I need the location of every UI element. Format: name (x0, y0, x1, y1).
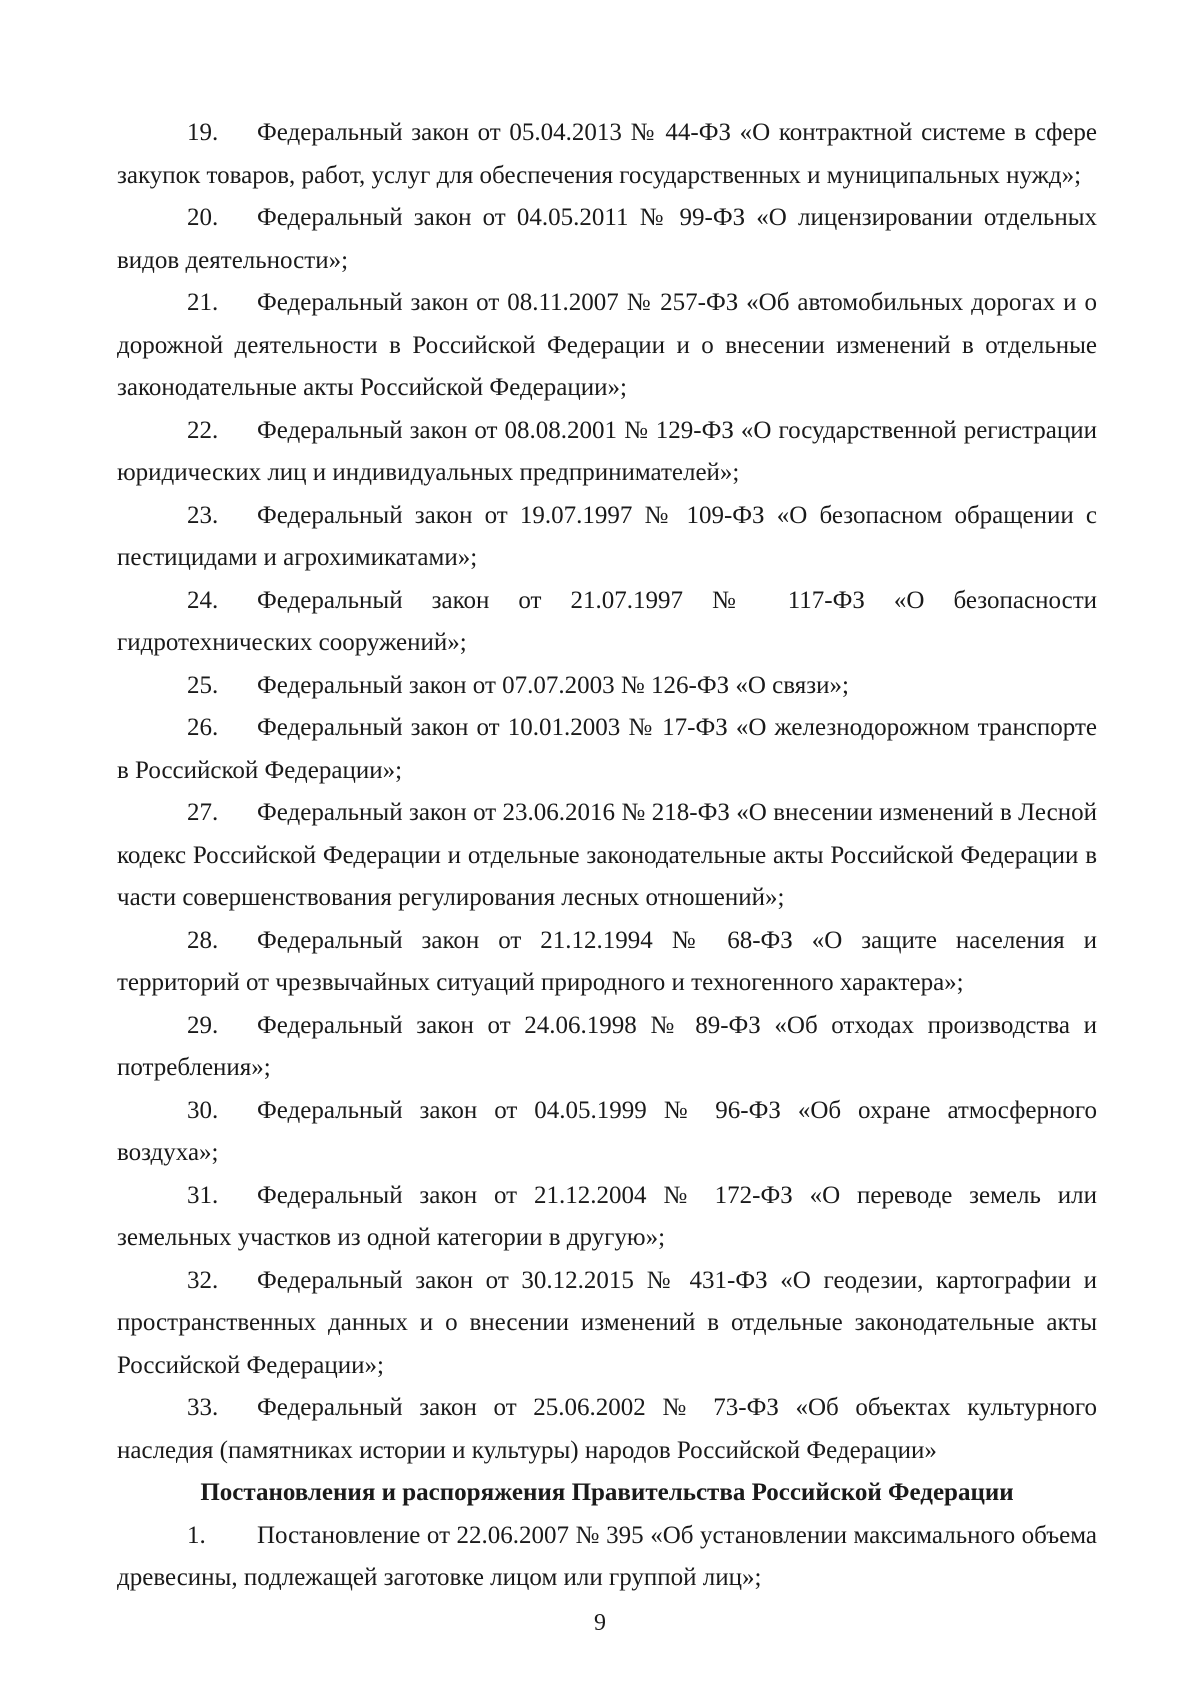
item-number: 1. (187, 1521, 206, 1549)
list-item (117, 1515, 1097, 1600)
page-number: 9 (594, 1610, 606, 1636)
item-number: 28. (187, 926, 219, 954)
list-item (117, 1175, 1097, 1260)
item-number: 21. (187, 289, 219, 316)
item-text: Федеральный закон от 25.06.2002 № 73-ФЗ «Об объектах культурного наследия (памятниках истории и культуры) народов Российской Федерации» (117, 1394, 1097, 1464)
list-item (117, 1260, 1097, 1388)
item-number: 23. (187, 501, 219, 529)
item-text: Федеральный закон от 07.07.2003 № 126-ФЗ «О связи»; (257, 671, 849, 699)
item-text: Федеральный закон от 21.12.1994 № 68-ФЗ «О защите населения и территорий от чрезвычайных ситуаций природного и техногенного характера»; (117, 926, 1097, 996)
item-text: Постановление от 22.06.2007 № 395 «Об установлении максимального объема древесины, подлежащей заготовке лицом или группой лиц»; (117, 1521, 1097, 1591)
item-number: 20. (187, 204, 219, 231)
item-text: Федеральный закон от 21.12.2004 № 172-ФЗ «О переводе земель или земельных участков из одной категории в другую»; (117, 1181, 1097, 1251)
item-number: 24. (187, 586, 219, 614)
list-item (117, 495, 1097, 580)
list-item (117, 707, 1097, 792)
item-text: Федеральный закон от 30.12.2015 № 431-ФЗ «О геодезии, картографии и пространственных данных и о внесении изменений в отдельные законодательные акты Российской Федерации»; (117, 1266, 1097, 1379)
item-text: Федеральный закон от 04.05.2011 № 99-ФЗ «О лицензировании отдельных видов деятельности»; (117, 204, 1097, 274)
list-item (117, 665, 1097, 708)
list-item (117, 1090, 1097, 1175)
list-item (117, 112, 1097, 197)
item-number: 30. (187, 1096, 219, 1124)
item-number: 29. (187, 1011, 219, 1039)
item-text: Федеральный закон от 05.04.2013 № 44-ФЗ «О контрактной системе в сфере закупок товаров, работ, услуг для обеспечения государственных и муниципальных нужд»; (117, 119, 1097, 189)
item-number: 33. (187, 1394, 219, 1421)
list-item (117, 410, 1097, 495)
list-item (117, 920, 1097, 1005)
item-number: 26. (187, 714, 219, 741)
list-item (117, 1005, 1097, 1090)
item-text: Федеральный закон от 08.08.2001 № 129-ФЗ «О государственной регистрации юридических лиц и индивидуальных предпринимателей»; (117, 416, 1097, 486)
item-text: Федеральный закон от 21.07.1997 № 117-ФЗ «О безопасности гидротехнических сооружений»; (117, 586, 1097, 656)
section-heading: Постановления и распоряжения Правительства Российской Федерации (200, 1479, 1014, 1506)
document-body (117, 112, 1097, 1600)
list-item (117, 1387, 1097, 1472)
item-number: 31. (187, 1181, 219, 1209)
item-number: 25. (187, 671, 219, 699)
item-text: Федеральный закон от 23.06.2016 № 218-ФЗ «О внесении изменений в Лесной кодекс Российской Федерации и отдельные законодательные акты Российской Федерации в части совершенствования регулирования лесных отношений»; (117, 799, 1097, 911)
item-text: Федеральный закон от 24.06.1998 № 89-ФЗ «Об отходах производства и потребления»; (117, 1011, 1097, 1081)
item-text: Федеральный закон от 10.01.2003 № 17-ФЗ «О железнодорожном транспорте в Российской Федерации»; (117, 714, 1097, 784)
list-item (117, 792, 1097, 920)
item-text: Федеральный закон от 08.11.2007 № 257-ФЗ «Об автомобильных дорогах и о дорожной деятельности в Российской Федерации и о внесении изменений в отдельные законодательные акты Российской Федерации»; (117, 289, 1097, 401)
list-item (117, 580, 1097, 665)
item-number: 32. (187, 1266, 219, 1294)
list-item (117, 282, 1097, 410)
list-item (117, 197, 1097, 282)
item-text: Федеральный закон от 04.05.1999 № 96-ФЗ «Об охране атмосферного воздуха»; (117, 1096, 1097, 1166)
federal-laws-list (117, 112, 1097, 1472)
item-number: 22. (187, 416, 219, 444)
government-acts-list (117, 1515, 1097, 1600)
item-text: Федеральный закон от 19.07.1997 № 109-ФЗ «О безопасном обращении с пестицидами и агрохимикатами»; (117, 501, 1097, 571)
item-number: 19. (187, 119, 219, 146)
item-number: 27. (187, 799, 219, 826)
